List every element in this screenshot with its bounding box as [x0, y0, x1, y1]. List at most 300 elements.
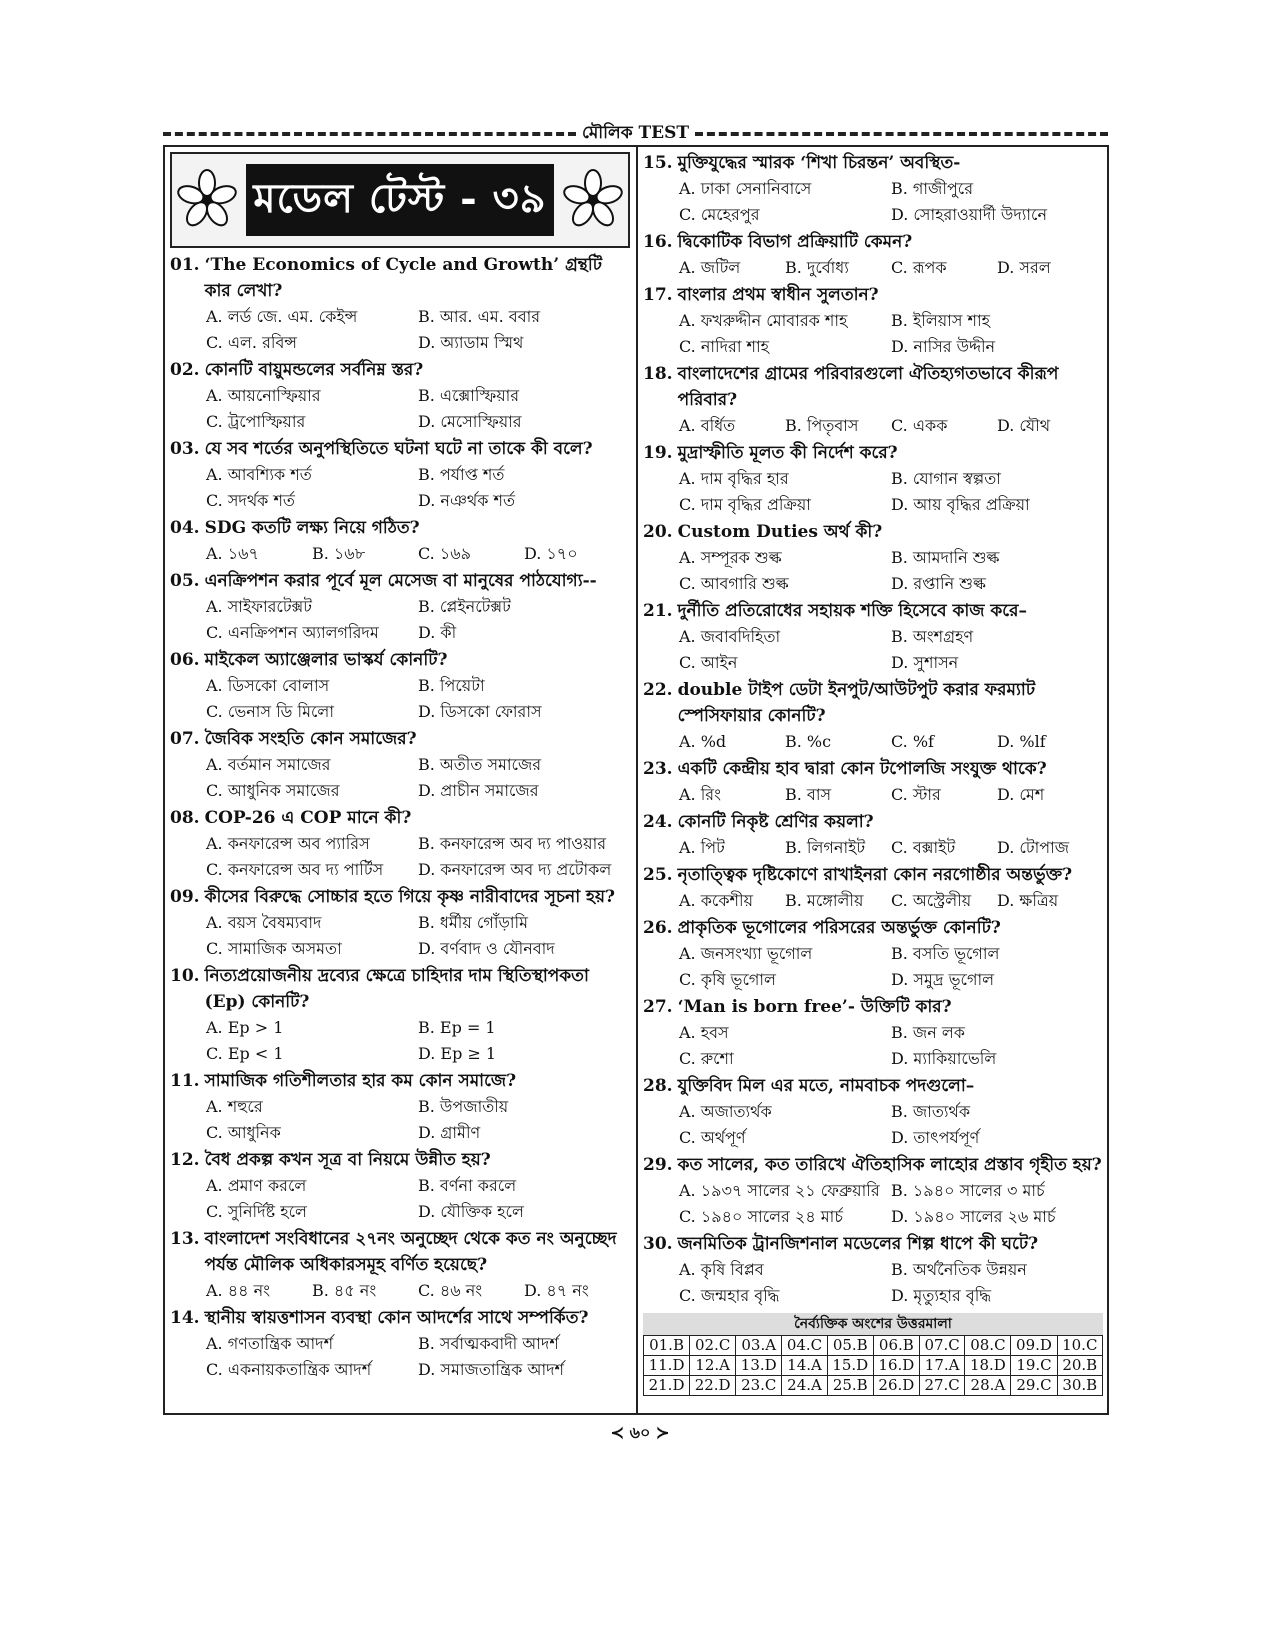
question-text: ‘The Economics of Cycle and Growth’ গ্রন্থটি কার লেখা? — [204, 255, 602, 301]
answer-key-cell: 04.C — [782, 1336, 827, 1356]
answer-option: D. ১৭০ — [524, 544, 578, 563]
answer-option: A. কনফারেন্স অব প্যারিস — [206, 834, 370, 853]
question-item — [170, 1068, 630, 1146]
question-text: কীসের বিরুদ্ধে সোচ্চার হতে গিয়ে কৃষ্ণ নারীবাদের সূচনা হয়? — [204, 887, 615, 907]
option-list — [170, 594, 630, 646]
answer-option: A. গণতান্ত্রিক আদর্শ — [206, 1334, 334, 1353]
answer-option: B. বসতি ভূগোল — [891, 944, 1000, 963]
answer-option: A. Ep > 1 — [206, 1018, 284, 1037]
left-question-list — [170, 252, 630, 1383]
question-text-row — [643, 809, 1103, 835]
question-item — [170, 647, 630, 725]
question-item — [643, 1073, 1103, 1151]
answer-option: B. ১৯৪০ সালের ৩ মার্চ — [891, 1181, 1045, 1200]
answer-option: C. ১৬৯ — [418, 544, 472, 563]
answer-key-cell: 17.A — [919, 1356, 964, 1376]
question-text-row — [170, 436, 630, 462]
question-text-row — [643, 150, 1103, 176]
question-text-row — [643, 229, 1103, 255]
option-list — [643, 888, 1103, 914]
answer-key-cell: 06.B — [873, 1336, 919, 1356]
answer-option: B. ১৬৮ — [312, 544, 366, 563]
question-number: 29. — [643, 1155, 673, 1175]
option-list — [643, 1257, 1103, 1309]
answer-option: B. অতীত সমাজের — [418, 755, 542, 774]
answer-option: A. শহুরে — [206, 1097, 263, 1116]
question-number: 19. — [643, 443, 673, 463]
question-item — [643, 862, 1103, 914]
question-number: 02. — [170, 360, 200, 380]
question-text-row — [643, 994, 1103, 1020]
option-list — [643, 176, 1103, 228]
question-text: স্থানীয় স্বায়ত্তশাসন ব্যবস্থা কোন আদর্শের সাথে সম্পর্কিত? — [204, 1308, 589, 1328]
answer-option: D. অ্যাডাম স্মিথ — [418, 333, 524, 352]
option-list — [170, 1173, 630, 1225]
header-title: মৌলিক TEST — [581, 123, 690, 143]
answer-option: D. মেশ — [997, 785, 1045, 804]
question-item — [170, 726, 630, 804]
question-text: সামাজিক গতিশীলতার হার কম কোন সমাজে? — [204, 1071, 517, 1091]
question-text-row — [170, 252, 630, 304]
page-number — [600, 1420, 680, 1447]
answer-option: A. লর্ড জে. এম. কেইন্স — [206, 307, 358, 326]
question-text-row — [643, 598, 1103, 624]
question-text-row — [643, 1231, 1103, 1257]
question-number: 06. — [170, 650, 200, 670]
answer-key-cell: 15.D — [827, 1356, 873, 1376]
header-dashes-right — [695, 132, 1108, 136]
question-text: বৈধ প্রকল্প কখন সূত্র বা নিয়মে উন্নীত হয়? — [204, 1150, 491, 1170]
question-text-row — [170, 726, 630, 752]
answer-option: C. অর্থপূর্ণ — [679, 1128, 746, 1147]
answer-option: B. পর্যাপ্ত শর্ত — [418, 465, 505, 484]
question-text-row — [643, 862, 1103, 888]
answer-option: D. Ep ≥ 1 — [418, 1044, 497, 1063]
question-item — [170, 436, 630, 514]
question-number: 14. — [170, 1308, 200, 1328]
answer-option: B. ৪৫ নং — [312, 1281, 377, 1300]
answer-option: B. জাত্যর্থক — [891, 1102, 971, 1121]
question-number: 16. — [643, 232, 673, 252]
question-item — [643, 1152, 1103, 1230]
answer-key-cell: 28.A — [965, 1376, 1011, 1396]
answer-option: B. %c — [785, 732, 832, 751]
answer-option: A. ৪৪ নং — [206, 1281, 271, 1300]
question-text: জৈবিক সংহতি কোন সমাজের? — [204, 729, 417, 749]
answer-option: B. ইলিয়াস শাহ — [891, 311, 990, 330]
option-list — [170, 541, 630, 567]
answer-key-cell: 14.A — [782, 1356, 827, 1376]
answer-option: A. %d — [679, 732, 727, 751]
answer-option: D. মেসোস্ফিয়ার — [418, 412, 522, 431]
answer-option: D. মৃত্যুহার বৃদ্ধি — [891, 1286, 992, 1305]
answer-option: A. প্রমাণ করলে — [206, 1176, 307, 1195]
answer-option: D. নঞর্থক শর্ত — [418, 491, 515, 510]
question-text-row — [643, 361, 1103, 413]
question-text-row — [643, 519, 1103, 545]
answer-option: D. %lf — [997, 732, 1046, 751]
question-text: মুক্তিযুদ্ধের স্মারক ‘শিখা চিরন্তন’ অবস্থিত- — [677, 153, 961, 173]
answer-key-row — [644, 1356, 1103, 1376]
answer-option: C. সামাজিক অসমতা — [206, 939, 342, 958]
question-text: বাংলার প্রথম স্বাধীন সুলতান? — [677, 285, 879, 305]
question-text: মুদ্রাস্ফীতি মূলত কী নির্দেশ করে? — [677, 443, 898, 463]
answer-option: C. Ep < 1 — [206, 1044, 284, 1063]
option-list — [643, 1178, 1103, 1230]
answer-option: C. দাম বৃদ্ধির প্রক্রিয়া — [679, 495, 811, 514]
question-text-row — [643, 1073, 1103, 1099]
question-number: 20. — [643, 522, 673, 542]
answer-key-cell: 19.C — [1011, 1356, 1057, 1376]
question-item — [643, 282, 1103, 360]
option-list — [643, 729, 1103, 755]
answer-option: A. বর্তমান সমাজের — [206, 755, 331, 774]
answer-option: D. যৌক্তিক হলে — [418, 1202, 524, 1221]
answer-option: A. সম্পূরক শুল্ক — [679, 548, 782, 567]
answer-option: C. নাদিরা শাহ — [679, 337, 770, 356]
question-item — [170, 963, 630, 1067]
question-item — [170, 805, 630, 883]
answer-option: D. ১৯৪০ সালের ২৬ মার্চ — [891, 1207, 1056, 1226]
option-list — [643, 308, 1103, 360]
chevron-left-icon: ≺ — [610, 1423, 630, 1442]
option-list — [643, 624, 1103, 676]
question-text-row — [170, 963, 630, 1015]
answer-option: C. বক্সাইট — [891, 838, 956, 857]
answer-key-cell: 12.A — [690, 1356, 736, 1376]
question-text: নিত্যপ্রয়োজনীয় দ্রব্যের ক্ষেত্রে চাহিদার দাম স্থিতিস্থাপকতা (Ep) কোনটি? — [204, 966, 589, 1012]
question-number: 09. — [170, 887, 200, 907]
answer-key-cell: 22.D — [690, 1376, 736, 1396]
answer-option: C. আবগারি শুল্ক — [679, 574, 789, 593]
answer-key-cell: 10.C — [1057, 1336, 1102, 1356]
answer-option: A. ফখরুদ্দীন মোবারক শাহ — [679, 311, 848, 330]
option-list — [170, 752, 630, 804]
option-list — [170, 831, 630, 883]
question-text: নৃতাত্ত্বিক দৃষ্টিকোণে রাখাইনরা কোন নরগোষ্ঠীর অন্তর্ভুক্ত? — [677, 865, 1073, 885]
question-text-row — [170, 1147, 630, 1173]
answer-key-cell: 08.C — [965, 1336, 1011, 1356]
question-text-row — [643, 915, 1103, 941]
answer-option: A. বয়স বৈষম্যবাদ — [206, 913, 322, 932]
answer-option: B. এক্সোস্ফিয়ার — [418, 386, 520, 405]
question-text: বাংলাদেশের গ্রামের পরিবারগুলো ঐতিহ্যগতভাবে কীরূপ পরিবার? — [677, 364, 1059, 410]
question-text: দুর্নীতি প্রতিরোধের সহায়ক শক্তি হিসেবে কাজ করে– — [677, 601, 1027, 621]
question-text-row — [170, 1226, 630, 1278]
option-list — [643, 413, 1103, 439]
answer-option: A. ঢাকা সেনানিবাসে — [679, 179, 812, 198]
answer-option: C. এনক্রিপশন অ্যালগরিদম — [206, 623, 379, 642]
answer-option: D. সরল — [997, 258, 1051, 277]
question-number: 10. — [170, 966, 200, 986]
question-text-row — [643, 756, 1103, 782]
answer-key-cell: 26.D — [873, 1376, 919, 1396]
answer-option: A. ককেশীয় — [679, 891, 754, 910]
question-number: 28. — [643, 1076, 673, 1096]
answer-option: D. ক্ষত্রিয় — [997, 891, 1059, 910]
question-number: 07. — [170, 729, 200, 749]
flower-icon — [558, 165, 628, 235]
question-item — [170, 1226, 630, 1304]
answer-option: D. যৌথ — [997, 416, 1051, 435]
question-text: ‘Man is born free’- উক্তিটি কার? — [677, 997, 952, 1017]
answer-key-row — [644, 1376, 1103, 1396]
answer-option: B. জন লক — [891, 1023, 965, 1042]
answer-option: D. কনফারেন্স অব দ্য প্রটোকল — [418, 860, 612, 879]
question-item — [170, 568, 630, 646]
answer-option: B. লিগনাইট — [785, 838, 866, 857]
answer-option: C. আধুনিক সমাজের — [206, 781, 340, 800]
answer-key-cell: 09.D — [1011, 1336, 1057, 1356]
option-list — [170, 462, 630, 514]
answer-option: C. রূপক — [891, 258, 947, 277]
answer-option: C. ভেনাস ডি মিলো — [206, 702, 334, 721]
answer-option: A. আবশ্যিক শর্ত — [206, 465, 312, 484]
question-item — [170, 357, 630, 435]
answer-option: C. কনফারেন্স অব দ্য পার্টিস — [206, 860, 384, 879]
question-text: প্রাকৃতিক ভূগোলের পরিসরের অন্তর্ভুক্ত কোনটি? — [677, 918, 1001, 938]
option-list — [643, 1099, 1103, 1151]
option-list — [170, 1331, 630, 1383]
answer-key-cell: 05.B — [827, 1336, 873, 1356]
question-number: 30. — [643, 1234, 673, 1254]
answer-option: B. সর্বাত্মকবাদী আদর্শ — [418, 1334, 559, 1353]
answer-key-cell: 20.B — [1057, 1356, 1102, 1376]
question-number: 26. — [643, 918, 673, 938]
question-text-row — [643, 677, 1103, 729]
question-number: 12. — [170, 1150, 200, 1170]
answer-key-cell: 21.D — [644, 1376, 690, 1396]
answer-option: A. দাম বৃদ্ধির হার — [679, 469, 789, 488]
answer-option: A. কৃষি বিপ্লব — [679, 1260, 764, 1279]
question-number: 11. — [170, 1071, 200, 1091]
answer-key-cell: 25.B — [827, 1376, 873, 1396]
test-banner — [170, 152, 630, 248]
question-item — [643, 756, 1103, 808]
answer-option: B. আর. এম. ববার — [418, 307, 541, 326]
answer-key-cell: 29.C — [1011, 1376, 1057, 1396]
question-item — [643, 915, 1103, 993]
answer-key-row — [644, 1336, 1103, 1356]
answer-option: C. আধুনিক — [206, 1123, 281, 1142]
question-text-row — [643, 1152, 1103, 1178]
answer-option: C. জন্মহার বৃদ্ধি — [679, 1286, 780, 1305]
answer-option: B. বর্ণনা করলে — [418, 1176, 517, 1195]
answer-option: C. আইন — [679, 653, 738, 672]
question-number: 24. — [643, 812, 673, 832]
question-text-row — [643, 282, 1103, 308]
answer-option: D. ডিসকো ফোরাস — [418, 702, 542, 721]
answer-key-cell: 01.B — [644, 1336, 690, 1356]
question-text-row — [170, 647, 630, 673]
question-number: 15. — [643, 153, 673, 173]
question-text: দ্বিকোটিক বিভাগ প্রক্রিয়াটি কেমন? — [677, 232, 913, 252]
question-item — [643, 677, 1103, 755]
option-list — [170, 673, 630, 725]
answer-option: C. স্টার — [891, 785, 941, 804]
question-text: একটি কেন্দ্রীয় হাব দ্বারা কোন টপোলজি সংযুক্ত থাকে? — [677, 759, 1047, 779]
left-column — [170, 150, 630, 1384]
option-list — [643, 1020, 1103, 1072]
answer-option: D. প্রাচীন সমাজের — [418, 781, 539, 800]
answer-option: B. আমদানি শুল্ক — [891, 548, 1000, 567]
answer-option: D. বর্ণবাদ ও যৌনবাদ — [418, 939, 555, 958]
answer-option: C. রুশো — [679, 1049, 734, 1068]
flower-icon — [172, 165, 242, 235]
answer-option: C. এল. রবিন্স — [206, 333, 297, 352]
banner-title: মডেল টেস্ট - ৩৯ — [246, 164, 554, 236]
question-text: বাংলাদেশ সংবিধানের ২৭নং অনুচ্ছেদ থেকে কত নং অনুচ্ছেদ পর্যন্ত মৌলিক অধিকারসমূহ বর্ণিত হয়েছে? — [204, 1229, 617, 1275]
column-divider — [636, 145, 638, 1415]
answer-option: C. মেহেরপুর — [679, 205, 760, 224]
option-list — [643, 466, 1103, 518]
question-text: যুক্তিবিদ মিল এর মতে, নামবাচক পদগুলো– — [677, 1076, 975, 1096]
answer-key-cell: 02.C — [690, 1336, 736, 1356]
option-list — [170, 304, 630, 356]
question-text: Custom Duties অর্থ কী? — [677, 522, 883, 542]
answer-option: A. ১৬৭ — [206, 544, 259, 563]
answer-option: A. অজাত্যর্থক — [679, 1102, 772, 1121]
question-text-row — [170, 1305, 630, 1331]
question-text-row — [643, 440, 1103, 466]
question-text-row — [170, 805, 630, 831]
question-text-row — [170, 1068, 630, 1094]
answer-option: A. আয়নোস্ফিয়ার — [206, 386, 321, 405]
answer-option: B. অর্থনৈতিক উন্নয়ন — [891, 1260, 1027, 1279]
header-dashes-left — [163, 132, 576, 136]
option-list — [170, 1094, 630, 1146]
question-number: 08. — [170, 808, 200, 828]
question-number: 18. — [643, 364, 673, 384]
answer-option: C. অস্ট্রেলীয় — [891, 891, 972, 910]
answer-option: C. সুনির্দিষ্ট হলে — [206, 1202, 307, 1221]
chevron-right-icon: ≻ — [650, 1423, 670, 1442]
answer-option: A. জনসংখ্যা ভূগোল — [679, 944, 813, 963]
question-number: 25. — [643, 865, 673, 885]
option-list — [170, 383, 630, 435]
question-text-row — [170, 515, 630, 541]
question-number: 23. — [643, 759, 673, 779]
question-text: যে সব শর্তের অনুপস্থিতিতে ঘটনা ঘটে না তাকে কী বলে? — [204, 439, 593, 459]
answer-option: D. সোহরাওয়ার্দী উদ্যানে — [891, 205, 1048, 224]
question-number: 17. — [643, 285, 673, 305]
question-number: 05. — [170, 571, 200, 591]
question-number: 21. — [643, 601, 673, 621]
answer-option: D. গ্রামীণ — [418, 1123, 481, 1142]
answer-option: D. সুশাসন — [891, 653, 959, 672]
answer-option: A. পিট — [679, 838, 725, 857]
answer-key-cell: 13.D — [736, 1356, 782, 1376]
question-text: জনমিতিক ট্রানজিশনাল মডেলের শিল্প ধাপে কী ঘটে? — [677, 1234, 1039, 1254]
question-item — [643, 598, 1103, 676]
answer-option: B. দুর্বোধ্য — [785, 258, 849, 277]
answer-option: B. Ep = 1 — [418, 1018, 496, 1037]
option-list — [643, 255, 1103, 281]
answer-option: C. %f — [891, 732, 934, 751]
answer-option: A. বর্ধিত — [679, 416, 736, 435]
question-item — [643, 1231, 1103, 1309]
answer-option: B. পিয়েটা — [418, 676, 485, 695]
answer-option: B. পিতৃবাস — [785, 416, 859, 435]
answer-key-table — [643, 1335, 1103, 1396]
question-item — [170, 1147, 630, 1225]
option-list — [643, 782, 1103, 808]
answer-option: B. কনফারেন্স অব দ্য পাওয়ার — [418, 834, 607, 853]
answer-key-cell: 18.D — [965, 1356, 1011, 1376]
option-list — [170, 1278, 630, 1304]
page-number-value: ৬০ — [629, 1423, 651, 1442]
answer-option: A. হবস — [679, 1023, 729, 1042]
answer-option: C. ৪৬ নং — [418, 1281, 483, 1300]
answer-key-cell: 11.D — [644, 1356, 690, 1376]
option-list — [170, 910, 630, 962]
answer-option: B. গাজীপুরে — [891, 179, 974, 198]
answer-key-cell: 16.D — [873, 1356, 919, 1376]
answer-option: D. আয় বৃদ্ধির প্রক্রিয়া — [891, 495, 1030, 514]
question-number: 04. — [170, 518, 200, 538]
question-number: 27. — [643, 997, 673, 1017]
answer-option: D. টোপাজ — [997, 838, 1070, 857]
right-column — [643, 150, 1103, 1396]
answer-option: B. বাস — [785, 785, 832, 804]
question-number: 01. — [170, 255, 200, 275]
answer-key-cell: 24.A — [782, 1376, 827, 1396]
page-header — [163, 124, 1108, 144]
answer-option: D. কী — [418, 623, 457, 642]
answer-option: C. একক — [891, 416, 948, 435]
answer-option: D. সমাজতান্ত্রিক আদর্শ — [418, 1360, 564, 1379]
question-item — [643, 361, 1103, 439]
question-item — [170, 515, 630, 567]
answer-key-cell: 03.A — [736, 1336, 782, 1356]
answer-option: D. রপ্তানি শুল্ক — [891, 574, 986, 593]
question-text: মাইকেল অ্যাঞ্জেলার ভাস্কর্য কোনটি? — [204, 650, 448, 670]
question-text: কত সালের, কত তারিখে ঐতিহাসিক লাহোর প্রস্তাব গৃহীত হয়? — [677, 1155, 1102, 1175]
answer-key-title: নৈর্ব্যক্তিক অংশের উত্তরমালা — [643, 1313, 1103, 1335]
question-item — [643, 440, 1103, 518]
question-text: COP-26 এ COP মানে কী? — [204, 808, 412, 828]
answer-option: A. ডিসকো বোলাস — [206, 676, 330, 695]
question-text-row — [170, 357, 630, 383]
answer-option: A. সাইফারটেক্সট — [206, 597, 313, 616]
answer-option: A. জটিল — [679, 258, 741, 277]
answer-option: C. ট্রপোস্ফিয়ার — [206, 412, 306, 431]
answer-key-cell: 27.C — [919, 1376, 964, 1396]
answer-option: C. একনায়কতান্ত্রিক আদর্শ — [206, 1360, 372, 1379]
question-item — [170, 252, 630, 356]
answer-option: B. মঙ্গোলীয় — [785, 891, 864, 910]
answer-key-cell: 23.C — [736, 1376, 782, 1396]
answer-option: A. জবাবদিহিতা — [679, 627, 781, 646]
answer-option: D. সমুদ্র ভূগোল — [891, 970, 995, 989]
option-list — [643, 545, 1103, 597]
answer-option: B. প্লেইনটেক্সট — [418, 597, 511, 616]
answer-option: C. কৃষি ভূগোল — [679, 970, 776, 989]
question-text: কোনটি নিকৃষ্ট শ্রেণির কয়লা? — [677, 812, 874, 832]
question-number: 13. — [170, 1229, 200, 1249]
answer-option: A. রিং — [679, 785, 721, 804]
answer-option: C. ১৯৪০ সালের ২৪ মার্চ — [679, 1207, 843, 1226]
answer-option: B. যোগান স্বল্পতা — [891, 469, 1001, 488]
question-item — [643, 229, 1103, 281]
question-text-row — [170, 884, 630, 910]
question-item — [170, 1305, 630, 1383]
answer-key-cell: 07.C — [919, 1336, 964, 1356]
answer-option: B. অংশগ্রহণ — [891, 627, 974, 646]
option-list — [643, 835, 1103, 861]
answer-option: D. ম্যাকিয়াভেলি — [891, 1049, 997, 1068]
question-number: 22. — [643, 680, 673, 700]
